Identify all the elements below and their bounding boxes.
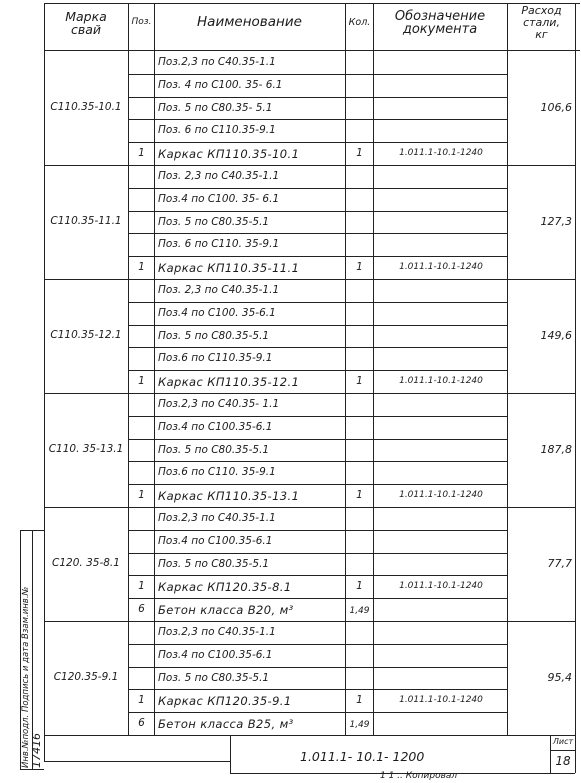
row-name: Поз.6 по С110.35-9.1 bbox=[158, 352, 273, 365]
header-rashod bbox=[507, 5, 576, 41]
group-mark: С120.35-9.1 bbox=[53, 671, 119, 683]
col-border-right bbox=[575, 3, 576, 773]
row-name: Поз.4 по С100.35-6.1 bbox=[158, 534, 273, 547]
footer-left-bottom bbox=[44, 761, 230, 762]
row-name: Каркас КП110.35-13.1 bbox=[158, 489, 300, 504]
group-steel-mass: 187,8 bbox=[540, 443, 572, 456]
row-doc: 1.011.1-10.1-1240 bbox=[399, 490, 483, 501]
row-divider bbox=[128, 347, 507, 348]
row-name: Каркас КП110.35-12.1 bbox=[158, 375, 300, 390]
row-divider bbox=[128, 211, 507, 212]
table-top-border bbox=[44, 3, 580, 4]
group-mark: С110. 35-13.1 bbox=[48, 443, 124, 455]
header-oboz bbox=[374, 10, 506, 36]
stamp-inv-number: 17416 bbox=[30, 733, 43, 768]
col-border-left bbox=[44, 3, 45, 761]
group-divider bbox=[44, 393, 575, 394]
row-name: Поз.4 по С100.35-6.1 bbox=[158, 648, 273, 661]
row-name: Поз. 5 по С80.35-5.1 bbox=[158, 215, 270, 228]
group-divider bbox=[44, 621, 575, 622]
row-poz: 1 bbox=[138, 375, 145, 388]
header-kol: Кол. bbox=[348, 17, 371, 28]
row-divider bbox=[128, 416, 507, 417]
row-name: Каркас КП120.35-9.1 bbox=[158, 694, 292, 709]
row-divider bbox=[128, 689, 507, 690]
header-bottom-border bbox=[44, 50, 580, 51]
row-poz: 1 bbox=[138, 580, 145, 593]
header-marka bbox=[46, 10, 126, 36]
row-name: Поз.2,3 по С40.35- 1.1 bbox=[158, 398, 280, 410]
header-marka-line1: Марка bbox=[65, 9, 107, 24]
col-border-name bbox=[345, 3, 346, 735]
footer-sheet-number: 18 bbox=[555, 754, 571, 768]
group-steel-mass: 127,3 bbox=[540, 215, 572, 228]
row-name: Каркас КП110.35-11.1 bbox=[158, 261, 300, 276]
row-divider bbox=[128, 530, 507, 531]
row-name: Поз. 5 по С80.35-5.1 bbox=[158, 443, 270, 456]
row-poz: 1 bbox=[138, 147, 145, 160]
row-divider bbox=[128, 188, 507, 189]
row-poz: 1 bbox=[138, 694, 145, 707]
row-name: Поз. 2,3 по С40.35-1.1 bbox=[158, 170, 280, 182]
row-name: Каркас КП110.35-10.1 bbox=[158, 147, 300, 162]
row-name: Поз. 5 по С80.35-5.1 bbox=[158, 557, 270, 570]
row-kol: 1 bbox=[356, 694, 363, 707]
group-divider bbox=[44, 507, 575, 508]
row-divider bbox=[128, 233, 507, 234]
row-name: Каркас КП120.35-8.1 bbox=[158, 580, 292, 595]
row-name: Поз. 6 по С110. 35-9.1 bbox=[158, 238, 280, 251]
row-doc: 1.011.1-10.1-1240 bbox=[399, 695, 483, 706]
header-oboz-line2: документа bbox=[402, 22, 478, 37]
row-name: Бетон класса В25, м³ bbox=[158, 717, 294, 732]
row-name: Поз.6 по С110. 35-9.1 bbox=[158, 466, 276, 479]
row-name: Поз.2,3 по С40.35-1.1 bbox=[158, 56, 276, 68]
group-divider bbox=[44, 165, 575, 166]
row-name: Поз.4 по С100.35-6.1 bbox=[158, 420, 273, 433]
col-border-doc bbox=[507, 3, 508, 735]
header-oboz-line1: Обозначение bbox=[394, 9, 486, 24]
row-divider bbox=[128, 484, 507, 485]
row-doc: 1.011.1-10.1-1240 bbox=[399, 262, 483, 273]
row-divider bbox=[128, 119, 507, 120]
row-divider bbox=[128, 74, 507, 75]
row-kol: 1,49 bbox=[349, 606, 370, 617]
row-kol: 1 bbox=[356, 580, 363, 593]
row-name: Поз. 4 по С100. 35- 6.1 bbox=[158, 78, 283, 91]
row-divider bbox=[128, 575, 507, 576]
group-divider bbox=[44, 279, 575, 280]
group-mark: С120. 35-8.1 bbox=[52, 557, 120, 569]
row-divider bbox=[128, 439, 507, 440]
header-name: Наименование bbox=[197, 14, 302, 30]
row-kol: 1,49 bbox=[349, 720, 370, 731]
row-name: Поз. 5 по С80.35-5.1 bbox=[158, 329, 270, 342]
group-steel-mass: 77,7 bbox=[547, 557, 572, 570]
header-rashod-line3: кг bbox=[535, 28, 548, 41]
row-divider bbox=[128, 325, 507, 326]
header-poz: Поз. bbox=[131, 17, 152, 27]
col-border-poz bbox=[154, 3, 155, 735]
row-poz: 6 bbox=[138, 603, 145, 616]
footer-bottom-text: 1 1 .. Копировал bbox=[380, 771, 458, 781]
row-kol: 1 bbox=[356, 489, 363, 502]
header-rashod-line1: Расход bbox=[521, 4, 562, 17]
row-divider bbox=[128, 553, 507, 554]
row-poz: 1 bbox=[138, 261, 145, 274]
row-divider bbox=[128, 644, 507, 645]
stamp-labels: Инв.№подл. Подпись и дата Взам.инв.№ bbox=[21, 586, 31, 768]
row-name: Поз.4 по С100. 35- 6.1 bbox=[158, 192, 280, 205]
group-steel-mass: 106,6 bbox=[540, 101, 572, 114]
row-name: Поз.2,3 по С40.35-1.1 bbox=[158, 626, 276, 638]
row-kol: 1 bbox=[356, 147, 363, 160]
row-doc: 1.011.1-10.1-1240 bbox=[399, 376, 483, 387]
group-mark: С110.35-10.1 bbox=[50, 101, 122, 113]
row-name: Поз. 6 по С110.35-9.1 bbox=[158, 124, 276, 137]
col-border-kol bbox=[373, 3, 374, 735]
row-poz: 6 bbox=[138, 717, 145, 730]
group-mark: С110.35-12.1 bbox=[50, 329, 122, 341]
row-divider bbox=[128, 598, 507, 599]
row-name: Поз. 5 по С80.35-5.1 bbox=[158, 671, 270, 684]
group-divider bbox=[44, 735, 575, 736]
row-name: Поз.2,3 по С40.35-1.1 bbox=[158, 512, 276, 524]
col-border-mark bbox=[128, 3, 129, 735]
row-kol: 1 bbox=[356, 375, 363, 388]
row-name: Поз.4 по С100. 35-6.1 bbox=[158, 306, 276, 319]
row-divider bbox=[128, 667, 507, 668]
row-doc: 1.011.1-10.1-1240 bbox=[399, 581, 483, 592]
row-divider bbox=[128, 142, 507, 143]
group-steel-mass: 95,4 bbox=[547, 671, 572, 684]
row-divider bbox=[128, 370, 507, 371]
group-mark: С110.35-11.1 bbox=[50, 215, 122, 227]
footer-sheet-split bbox=[550, 750, 575, 751]
footer-title-left bbox=[230, 735, 231, 773]
stamp-border-bottom bbox=[20, 769, 44, 770]
header-marka-line2: свай bbox=[70, 22, 102, 37]
footer-sheet-label: Лист bbox=[552, 737, 574, 746]
row-name: Поз. 5 по С80.35- 5.1 bbox=[158, 101, 273, 114]
row-name: Поз. 2,3 по С40.35-1.1 bbox=[158, 284, 280, 296]
group-steel-mass: 149,6 bbox=[540, 329, 572, 342]
row-poz: 1 bbox=[138, 489, 145, 502]
header-rashod-line2: стали, bbox=[523, 16, 560, 29]
row-doc: 1.011.1-10.1-1240 bbox=[399, 148, 483, 159]
row-divider bbox=[128, 97, 507, 98]
row-kol: 1 bbox=[356, 261, 363, 274]
row-divider bbox=[128, 302, 507, 303]
row-divider bbox=[128, 256, 507, 257]
footer-doc-code: 1.011.1- 10.1- 1200 bbox=[300, 749, 425, 764]
row-divider bbox=[128, 712, 507, 713]
row-divider bbox=[128, 461, 507, 462]
row-name: Бетон класса В20, м³ bbox=[158, 603, 294, 618]
